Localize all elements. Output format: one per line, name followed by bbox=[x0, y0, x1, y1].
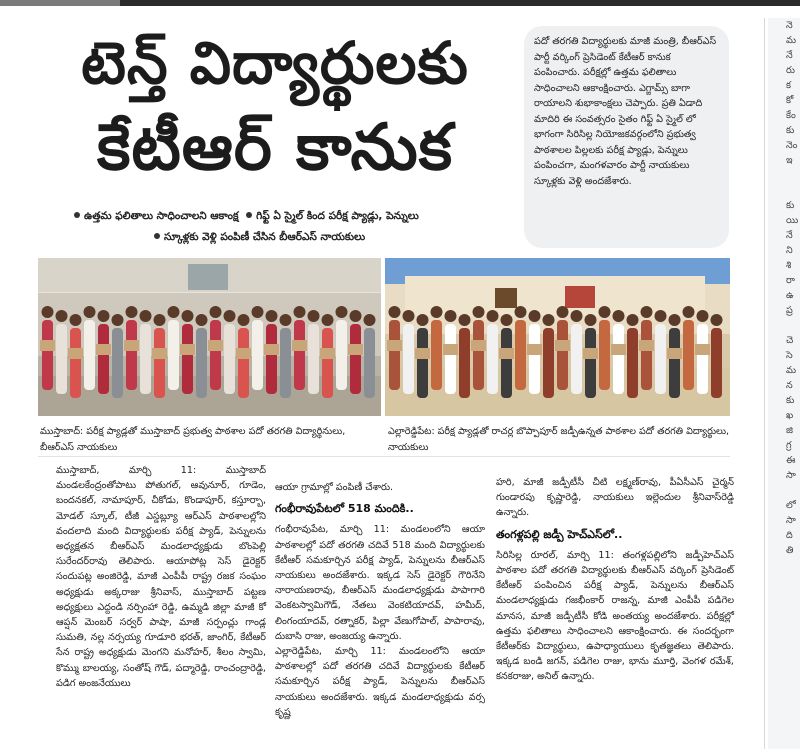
person-head bbox=[126, 306, 138, 318]
person-figure bbox=[389, 320, 400, 390]
person-head bbox=[543, 314, 555, 326]
person-head bbox=[42, 306, 54, 318]
divider bbox=[38, 456, 730, 457]
fragment-line: మ bbox=[786, 35, 797, 46]
exam-pad bbox=[471, 340, 486, 351]
person-head bbox=[529, 310, 541, 322]
subhead-gambhiraopet: గంభీరావుపేటలో 518 మందికి.. bbox=[275, 502, 414, 516]
fragment-line bbox=[768, 168, 800, 183]
bullet-1: ఉత్తమ ఫలితాలు సాధించాలని ఆకాంక్ష bbox=[84, 210, 239, 222]
person-head bbox=[417, 314, 429, 326]
person-figure bbox=[655, 324, 666, 394]
person-figure bbox=[280, 328, 291, 398]
exam-pad bbox=[208, 340, 223, 351]
exam-pad bbox=[639, 340, 654, 351]
exam-pad bbox=[443, 344, 458, 355]
fragment-line: కు bbox=[786, 395, 795, 406]
person-head bbox=[350, 310, 362, 322]
exam-pad bbox=[348, 344, 363, 355]
person-figure bbox=[364, 328, 375, 398]
person-head bbox=[154, 314, 166, 326]
person-figure bbox=[669, 328, 680, 398]
fragment-line: శి bbox=[786, 260, 792, 271]
exam-pad bbox=[236, 348, 251, 359]
person-head bbox=[641, 306, 653, 318]
column-3-para-2: సిరిసిల్ల రూరల్, మార్చి 11: తంగళ్లపల్లిలోని జడ్పీహెచ్ఎస్ పాఠశాల పదో తరగతి విద్యార్థులకు బీఆర్ఎస్ వర్కింగ్ ప్రెసిడెంట్ కేటీఆర్ పంపించిన పరీక్ష ప్యాడ్, పెన్నులను బీఆర్ఎస్ మండలాధ్యక్షుడు గజభీంకార్ రాజన్న, మాజీ ఎంపీపీ పడిగెల మానస, మాజీ జడ్పీటీసీ కోడి అంతయ్య అందజేశారు. పరీక్షల్లో ఉత్తమ ఫలితాలు సాధించాలని ఆకాంక్షించారు. ఈ సందర్భంగా కేటీఆర్‌కు విద్యార్థులు, ఉపాధ్యాయులు కృతజ్ఞతలు తెలిపారు. ఇక్కడ బండి జగన్, పడిగెల రాజు, భాను మూర్తి, వెంగళ రమేశ్, కనకరాజు, అనిల్ ఉన్నారు. bbox=[496, 549, 734, 683]
person-head bbox=[445, 310, 457, 322]
exam-pad bbox=[499, 348, 514, 359]
person-figure bbox=[350, 324, 361, 394]
top-bar-segment bbox=[0, 0, 120, 6]
fragment-line: నే bbox=[786, 50, 793, 61]
person-head bbox=[711, 314, 723, 326]
right-article-fragment bbox=[768, 18, 800, 749]
person-head bbox=[266, 310, 278, 322]
bullet-3: స్కూళ్లకు వెళ్లి పంపిణీ చేసిన బీఆర్ఎస్ నాయకులు bbox=[164, 231, 366, 243]
person-figure bbox=[529, 324, 540, 394]
bullet-row-1 bbox=[70, 210, 530, 225]
photo-yellareddypet-scene bbox=[385, 258, 730, 416]
person-head bbox=[515, 306, 527, 318]
person-figure bbox=[238, 328, 249, 398]
exam-pad bbox=[583, 348, 598, 359]
person-head bbox=[308, 310, 320, 322]
person-head bbox=[364, 314, 376, 326]
person-figure bbox=[417, 328, 428, 398]
fragment-line: న bbox=[786, 380, 793, 391]
person-head bbox=[70, 314, 82, 326]
fragment-line: ది bbox=[786, 530, 793, 541]
fragment-line: ఈ bbox=[786, 455, 796, 466]
person-figure bbox=[182, 324, 193, 394]
photo-yellareddypet bbox=[385, 258, 730, 416]
person-figure bbox=[403, 324, 414, 394]
person-figure bbox=[445, 324, 456, 394]
column-2-para-2: ఎల్లారెడ్డిపేట, మార్చి 11: మండలంలోని ఆయా పాఠశాలల్లో పదో తరగతి చదివే విద్యార్థులకు కేటీఆర్ సమకూర్చిన పరీక్ష ప్యాడ్, పెన్నులను బీఆర్ఎస్ నాయకులు అందజేశారు. ఇక్కడ మండలాధ్యక్షుడు వర్స కృష్ణ bbox=[275, 646, 485, 718]
person-figure bbox=[266, 324, 277, 394]
fragment-line: లో bbox=[786, 500, 796, 511]
photo-caption-1: ముస్తాబాద్: పరీక్ష ప్యాడ్లతో ముస్తాబాద్ ప్రభుత్వ పాఠశాల పదో తరగతి విద్యార్థినులు, బీఆర్ఎస్ నాయకులు bbox=[40, 426, 346, 453]
column-2-para-1: గంభీరావుపేట, మార్చి 11: మండలంలోని ఆయా పాఠశాలల్లో పదో తరగతి చదివే 518 మంది విద్యార్థులకు కేటీఆర్ సమకూర్చిన పరీక్ష ప్యాడ్, పెన్నులను బీఆర్ఎస్ నాయకులు అందజేశారు. ఇక్కడ సెస్ డైరెక్టర్ గౌరినేని నారాయణరావు, బీఆర్ఎస్ మండలాధ్యక్షుడు పాపాగారి వెంకటస్వామిగౌడ్, నేతలు వెంకటియాదవ్, హమీద్, లింగంయాదవ్, రత్నాకర్, పిల్లా వేణుగోపాల్, పాపారావు, దుబాసి రాజు, అంజయ్య ఉన్నారు. bbox=[275, 524, 485, 642]
top-bar bbox=[0, 0, 800, 6]
exam-pad bbox=[611, 344, 626, 355]
fragment-line: సె bbox=[786, 350, 793, 361]
person-head bbox=[322, 314, 334, 326]
person-figure bbox=[168, 320, 179, 390]
exam-pad bbox=[695, 344, 710, 355]
article-column-3 bbox=[496, 475, 734, 685]
exam-pad bbox=[40, 340, 55, 351]
person-figure bbox=[543, 328, 554, 398]
person-head bbox=[112, 314, 124, 326]
fragment-line: కు bbox=[786, 125, 795, 136]
fragment-line: కేం bbox=[786, 110, 796, 121]
person-head bbox=[98, 310, 110, 322]
person-figure bbox=[154, 328, 165, 398]
person-figure bbox=[571, 324, 582, 394]
person-figure bbox=[711, 328, 722, 398]
fragment-line: కో bbox=[786, 95, 794, 106]
fragment-line: రా bbox=[786, 275, 795, 286]
bullet-icon bbox=[154, 233, 160, 239]
fragment-line: క bbox=[786, 80, 791, 91]
person-head bbox=[557, 306, 569, 318]
fragment-line: చె bbox=[786, 335, 794, 346]
person-head bbox=[280, 314, 292, 326]
column-3-para-1: హరి, మాజీ జడ్పీటీసీ చీటి లక్ష్మణ్‌రావు, పీఏసీఎస్ చైర్మన్ గుండారపు కృష్ణారెడ్డి, నాయకులు ఇల్లెందుల శ్రీనివాస్‌రెడ్డి ఉన్నారు. bbox=[496, 477, 734, 519]
fragment-line: ఖ bbox=[786, 410, 794, 421]
person-figure bbox=[308, 324, 319, 394]
person-figure bbox=[56, 324, 67, 394]
fragment-line: ని bbox=[786, 245, 793, 256]
person-figure bbox=[126, 320, 137, 390]
person-figure bbox=[641, 320, 652, 390]
person-figure bbox=[112, 328, 123, 398]
person-head bbox=[669, 314, 681, 326]
headline-line-1: టెన్త్ విద్యార్థులకు bbox=[81, 29, 469, 97]
person-head bbox=[403, 310, 415, 322]
bullet-icon bbox=[246, 212, 252, 218]
person-head bbox=[571, 310, 583, 322]
person-figure bbox=[294, 320, 305, 390]
person-head bbox=[182, 310, 194, 322]
bullet-icon bbox=[74, 212, 80, 218]
headline-line-2: కేటీఆర్ కానుక bbox=[96, 111, 454, 185]
person-figure bbox=[557, 320, 568, 390]
exam-pad bbox=[152, 348, 167, 359]
fragment-line bbox=[768, 183, 800, 198]
photo-mustabad bbox=[38, 258, 381, 416]
person-head bbox=[585, 314, 597, 326]
fragment-line: తి bbox=[786, 545, 794, 556]
fragment-line: సా bbox=[786, 515, 796, 526]
person-head bbox=[487, 310, 499, 322]
column-2-intro: ఆయా గ్రామాల్లో పంపిణీ చేశారు. bbox=[275, 482, 394, 493]
exam-pad bbox=[96, 344, 111, 355]
fragment-line: ఇ bbox=[786, 155, 793, 166]
person-head bbox=[210, 306, 222, 318]
exam-pad bbox=[264, 344, 279, 355]
subhead-thangallapalli: తంగళ్లపల్లి జడ్పీ హెచ్ఎస్‌లో.. bbox=[496, 527, 623, 541]
exam-pad bbox=[555, 340, 570, 351]
intro-box: పదో తరగతి విద్యార్థులకు మాజీ మంత్రి, బీఆర్ఎస్ పార్టీ వర్కింగ్ ప్రెసిడెంట్ కేటీఆర్ కానుక పంపించారు. పరీక్షల్లో ఉత్తమ ఫలితాలు సాధించాలని ఆకాంక్షించారు. ఎగ్జామ్స్ బాగా రాయాలని శుభాకాంక్షలు చెప్పారు. ప్రతి ఏడాది మాదిరి ఈ సంవత్సరం సైతం గిఫ్ట్ ఏ స్మైల్ లో భాగంగా సిరిసిల్ల నియోజకవర్గంలోని ప్రభుత్వ పాఠశాలల పిల్లలకు పరీక్ష ప్యాడ్లు, పెన్నులు పంపించగా, మంగళవారం పార్టీ నాయకులు స్కూళ్లకు వెళ్లి అందజేశారు. bbox=[524, 26, 729, 248]
person-figure bbox=[627, 328, 638, 398]
person-figure bbox=[585, 328, 596, 398]
person-head bbox=[613, 310, 625, 322]
person-head bbox=[224, 310, 236, 322]
person-head bbox=[389, 306, 401, 318]
person-figure bbox=[98, 324, 109, 394]
person-head bbox=[627, 314, 639, 326]
person-head bbox=[56, 310, 68, 322]
person-figure bbox=[431, 320, 442, 390]
person-head bbox=[140, 310, 152, 322]
person-figure bbox=[196, 328, 207, 398]
person-head bbox=[84, 306, 96, 318]
person-figure bbox=[70, 328, 81, 398]
fragment-line: ఉ bbox=[786, 290, 794, 301]
person-figure bbox=[697, 324, 708, 394]
person-head bbox=[294, 306, 306, 318]
article-column-2 bbox=[275, 480, 485, 720]
person-figure bbox=[336, 320, 347, 390]
person-head bbox=[473, 306, 485, 318]
article-column-1: ముస్తాబాద్, మార్చి 11: ముస్తాబాద్ మండలకేంద్రంతోపాటు పోతుగల్, ఆవునూర్, గూడెం, బందనకల్, నామాపూర్, చీకోడు, కొండాపూర్, కస్తూర్బా, మోడల్ స్కూల్, టీజీ ఎస్డబ్ల్యూ ఆర్ఎస్ పాఠశాలల్లోని వందలాది మంది విద్యార్థులకు పరీక్ష ప్యాడ్, పెన్నులను అధ్యక్షతన బీఆర్ఎస్ మండలాధ్యక్షుడు బొంపెల్లి సురేందర్‌రావు తెలిపారు. ఆయాపోట్ల సెస్ డైరెక్టర్ సందుపట్ల అంజిరెడ్డి, మాజీ ఎంపీపీ రాష్ట్ర రజక సంఘం అధ్యక్షుడు అక్కరాజు శ్రీనివాస్, ముస్తాబాద్ పట్టణ అధ్యక్షులు ఎద్దండి నర్సింహా రెడ్డి, ఉమ్మడి జిల్లా మాజీ కో ఆప్షన్ మెంబర్ సర్వర్ పాషా, మాజీ సర్పంచ్లు గాండ్ల సుమతి, నల్ల నర్సయ్య గూడూరి భరత్, జాంగిర్, కేటీఆర్ సేన రాష్ట్ర అధ్యక్షుడు మెంగని మనోహర్, శీలం స్వామి, కొమ్ము బాలయ్య, సంతోష్ గౌడ్, పద్మారెడ్డి, రాంచంద్రారెడ్డి, పడిగ అంజనేయులు bbox=[56, 465, 266, 689]
exam-pad bbox=[387, 340, 402, 351]
person-head bbox=[459, 314, 471, 326]
exam-pad bbox=[292, 340, 307, 351]
person-head bbox=[252, 306, 264, 318]
person-head bbox=[599, 306, 611, 318]
person-figure bbox=[252, 320, 263, 390]
photo-caption-2: ఎల్లారెడ్డిపేట: పరీక్ష ప్యాడ్లతో రాచర్ల బొప్పాపూర్ జడ్పీఉన్నత పాఠశాల పదో తరగతి విద్యార్థులు, నాయకులు bbox=[388, 426, 730, 453]
fragment-line bbox=[768, 483, 800, 498]
person-head bbox=[697, 310, 709, 322]
exam-pad bbox=[527, 344, 542, 355]
fragment-line: యి bbox=[786, 215, 799, 226]
fragment-line: నె bbox=[786, 20, 793, 31]
exam-pad bbox=[180, 344, 195, 355]
fragment-line: నే bbox=[786, 230, 793, 241]
fragment-line: ప్ర bbox=[786, 305, 793, 316]
column-divider bbox=[764, 18, 765, 749]
fragment-line bbox=[768, 318, 800, 333]
person-head bbox=[336, 306, 348, 318]
fragment-line: గ్ర bbox=[786, 440, 792, 451]
exam-pad bbox=[320, 348, 335, 359]
fragment-line: జి bbox=[786, 425, 793, 436]
person-figure bbox=[210, 320, 221, 390]
person-head bbox=[196, 314, 208, 326]
person-figure bbox=[599, 320, 610, 390]
photo-mustabad-scene bbox=[38, 258, 381, 416]
fragment-line: సా bbox=[786, 470, 796, 481]
exam-pad bbox=[68, 348, 83, 359]
person-figure bbox=[613, 324, 624, 394]
person-figure bbox=[473, 320, 484, 390]
person-head bbox=[431, 306, 443, 318]
person-figure bbox=[322, 328, 333, 398]
fragment-line: రు bbox=[786, 65, 795, 76]
exam-pad bbox=[667, 348, 682, 359]
person-figure bbox=[224, 324, 235, 394]
exam-pad bbox=[124, 340, 139, 351]
person-figure bbox=[459, 328, 470, 398]
person-figure bbox=[84, 320, 95, 390]
exam-pad bbox=[415, 348, 430, 359]
person-figure bbox=[683, 320, 694, 390]
person-head bbox=[168, 306, 180, 318]
bullet-2: గిఫ్ట్ ఏ స్మైల్ కింద పరీక్ష ప్యాడ్లు, పెన్నులు bbox=[256, 210, 419, 222]
person-head bbox=[683, 306, 695, 318]
fragment-line: మ bbox=[786, 365, 797, 376]
fragment-line: కు bbox=[786, 200, 795, 211]
person-figure bbox=[487, 324, 498, 394]
person-head bbox=[238, 314, 250, 326]
person-figure bbox=[515, 320, 526, 390]
person-figure bbox=[140, 324, 151, 394]
person-figure bbox=[501, 328, 512, 398]
fragment-line: నెం bbox=[786, 140, 798, 151]
person-head bbox=[501, 314, 513, 326]
person-figure bbox=[42, 320, 53, 390]
person-head bbox=[655, 310, 667, 322]
